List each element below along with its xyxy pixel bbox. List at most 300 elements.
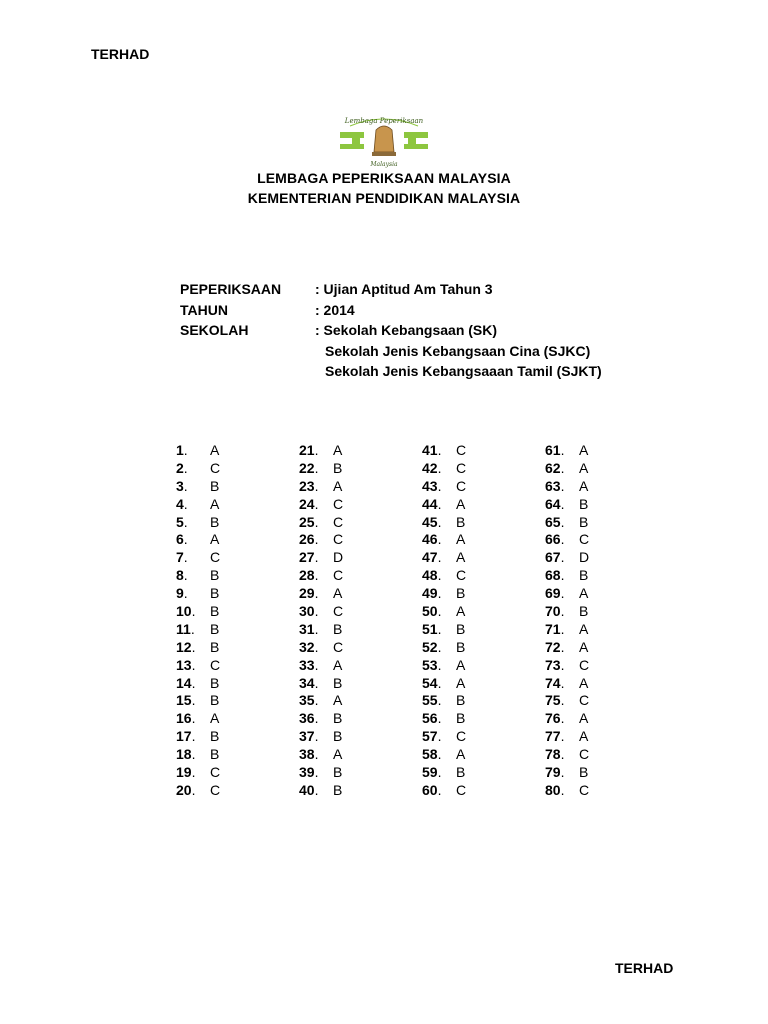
answer-row xyxy=(299,782,343,800)
question-number: 78. xyxy=(545,746,565,763)
question-number: 37. xyxy=(299,728,319,745)
question-number: 66. xyxy=(545,531,565,548)
question-number-value: 23 xyxy=(299,477,315,494)
question-number: 34. xyxy=(299,674,319,691)
answer-letter: B xyxy=(210,603,220,620)
question-number: 22. xyxy=(299,459,319,476)
question-number-value: 34 xyxy=(299,674,315,691)
question-number-value: 74 xyxy=(545,674,561,691)
answer-row xyxy=(299,675,343,693)
answer-letter: B xyxy=(210,638,220,655)
question-number-value: 2 xyxy=(176,459,184,476)
question-number: 64. xyxy=(545,495,565,512)
question-number: 36. xyxy=(299,710,319,727)
question-number: 69. xyxy=(545,585,565,602)
answer-letter: B xyxy=(333,728,343,745)
answer-letter: B xyxy=(333,781,343,798)
answer-row xyxy=(299,478,343,496)
question-number-value: 42 xyxy=(422,459,438,476)
value-tahun: : 2014 xyxy=(315,301,355,318)
question-number-value: 46 xyxy=(422,531,438,548)
question-number: 61. xyxy=(545,442,565,458)
answer-letter: B xyxy=(210,513,220,530)
answer-row xyxy=(176,460,220,478)
question-number: 43. xyxy=(422,477,442,494)
question-number-value: 27 xyxy=(299,549,315,566)
answer-letter: B xyxy=(210,620,220,637)
question-number: 25. xyxy=(299,513,319,530)
answer-row xyxy=(176,782,220,800)
answer-letter: B xyxy=(456,620,466,637)
answer-letter: B xyxy=(579,764,589,781)
answer-letter: A xyxy=(456,674,466,691)
question-number-value: 49 xyxy=(422,585,438,602)
question-number-value: 6 xyxy=(176,531,184,548)
answer-letter: C xyxy=(456,781,467,798)
question-number: 4. xyxy=(176,495,188,512)
answer-letter: B xyxy=(579,495,589,512)
question-number-value: 41 xyxy=(422,442,438,458)
question-number-value: 67 xyxy=(545,549,561,566)
answer-row xyxy=(299,764,343,782)
question-number-value: 1 xyxy=(176,442,184,458)
answer-letter: B xyxy=(210,746,220,763)
answer-row xyxy=(422,531,466,549)
question-number-value: 63 xyxy=(545,477,561,494)
question-number-value: 13 xyxy=(176,656,192,673)
question-number: 50. xyxy=(422,603,442,620)
question-number: 1. xyxy=(176,442,188,458)
question-number: 12. xyxy=(176,638,196,655)
answer-row xyxy=(422,728,466,746)
question-number-value: 65 xyxy=(545,513,561,530)
question-number-value: 22 xyxy=(299,459,315,476)
answer-row xyxy=(176,746,220,764)
answer-letter: C xyxy=(456,728,467,745)
answer-letter: C xyxy=(210,764,221,781)
answer-letter: A xyxy=(333,442,343,458)
answer-letter: C xyxy=(210,781,221,798)
answer-letter: C xyxy=(333,567,344,584)
question-number-value: 30 xyxy=(299,603,315,620)
answer-row xyxy=(545,514,589,532)
answer-letter: D xyxy=(579,549,590,566)
answer-letter: A xyxy=(210,531,220,548)
answer-letter: A xyxy=(579,442,589,458)
answer-row xyxy=(422,639,466,657)
answer-row xyxy=(422,514,466,532)
question-number-value: 53 xyxy=(422,656,438,673)
question-number: 26. xyxy=(299,531,319,548)
answer-letter: C xyxy=(579,746,590,763)
answer-row xyxy=(176,657,220,675)
answer-letter: A xyxy=(333,656,343,673)
answer-letter: B xyxy=(456,710,466,727)
title-line-2: KEMENTERIAN PENDIDIKAN MALAYSIA xyxy=(247,190,521,206)
answer-letter: A xyxy=(456,656,466,673)
answer-row xyxy=(545,549,589,567)
answer-row xyxy=(422,442,466,460)
answer-row xyxy=(176,585,220,603)
question-number: 70. xyxy=(545,603,565,620)
answer-row xyxy=(176,621,220,639)
answer-row xyxy=(176,531,220,549)
question-number-value: 66 xyxy=(545,531,561,548)
answer-row xyxy=(545,746,589,764)
question-number-value: 54 xyxy=(422,674,438,691)
answer-letter: A xyxy=(210,495,220,512)
question-number-value: 32 xyxy=(299,638,315,655)
question-number-value: 59 xyxy=(422,764,438,781)
question-number: 21. xyxy=(299,442,319,458)
question-number-value: 29 xyxy=(299,585,315,602)
answer-letter: A xyxy=(579,728,589,745)
answer-letter: B xyxy=(456,764,466,781)
question-number: 54. xyxy=(422,674,442,691)
logo-text-bottom: Malaysia xyxy=(370,161,398,168)
answer-letter: C xyxy=(456,442,467,458)
question-number-value: 58 xyxy=(422,746,438,763)
answer-letter: A xyxy=(579,585,589,602)
question-number: 79. xyxy=(545,764,565,781)
answer-row xyxy=(422,710,466,728)
answer-letter: C xyxy=(456,567,467,584)
question-number-value: 12 xyxy=(176,638,192,655)
question-number: 68. xyxy=(545,567,565,584)
question-number-value: 52 xyxy=(422,638,438,655)
answer-row xyxy=(422,496,466,514)
answer-row xyxy=(422,585,466,603)
answer-letter: B xyxy=(333,620,343,637)
answer-row xyxy=(299,692,343,710)
answer-row xyxy=(176,478,220,496)
answer-letter: B xyxy=(579,513,589,530)
question-number: 20. xyxy=(176,781,196,798)
question-number: 63. xyxy=(545,477,565,494)
info-labels xyxy=(180,279,281,341)
question-number-value: 9 xyxy=(176,585,184,602)
answer-row xyxy=(299,549,343,567)
answer-letter: A xyxy=(333,585,343,602)
answer-letter: B xyxy=(333,710,343,727)
question-number: 19. xyxy=(176,764,196,781)
answer-row xyxy=(176,549,220,567)
question-number: 31. xyxy=(299,620,319,637)
answer-letter: C xyxy=(333,495,344,512)
answer-letter: B xyxy=(210,567,220,584)
question-number: 29. xyxy=(299,585,319,602)
answer-letter: A xyxy=(333,746,343,763)
answer-letter: C xyxy=(579,656,590,673)
answer-row xyxy=(422,782,466,800)
answer-letter: A xyxy=(456,746,466,763)
question-number-value: 18 xyxy=(176,746,192,763)
question-number: 57. xyxy=(422,728,442,745)
question-number: 46. xyxy=(422,531,442,548)
question-number: 44. xyxy=(422,495,442,512)
answer-letter: B xyxy=(210,692,220,709)
answer-row xyxy=(422,549,466,567)
question-number: 51. xyxy=(422,620,442,637)
answer-row xyxy=(545,478,589,496)
question-number-value: 31 xyxy=(299,620,315,637)
answer-letter: B xyxy=(333,764,343,781)
question-number-value: 55 xyxy=(422,692,438,709)
answer-letter: C xyxy=(333,638,344,655)
answer-letter: A xyxy=(579,638,589,655)
question-number: 18. xyxy=(176,746,196,763)
answer-letter: A xyxy=(579,620,589,637)
answer-letter: C xyxy=(210,549,221,566)
question-number: 11. xyxy=(176,620,195,637)
answer-letter: C xyxy=(456,459,467,476)
answer-letter: A xyxy=(210,442,220,458)
answer-letter: B xyxy=(333,459,343,476)
answer-row xyxy=(545,460,589,478)
question-number: 58. xyxy=(422,746,442,763)
question-number: 6. xyxy=(176,531,188,548)
answer-row xyxy=(545,710,589,728)
answer-letter: C xyxy=(333,513,344,530)
question-number: 59. xyxy=(422,764,442,781)
answer-row xyxy=(422,746,466,764)
answer-letter: C xyxy=(579,531,590,548)
answer-row xyxy=(299,585,343,603)
answer-row xyxy=(545,603,589,621)
question-number-value: 50 xyxy=(422,603,438,620)
answer-row xyxy=(422,567,466,585)
answer-row xyxy=(299,514,343,532)
answer-row xyxy=(176,675,220,693)
label-tahun: TAHUN xyxy=(180,301,228,318)
answer-row xyxy=(545,531,589,549)
answer-row xyxy=(299,710,343,728)
answer-row xyxy=(545,585,589,603)
answer-letter: A xyxy=(210,710,220,727)
answer-row xyxy=(545,442,589,460)
answer-letter: A xyxy=(456,531,466,548)
answer-row xyxy=(545,639,589,657)
value-sekolah-sjkt: Sekolah Jenis Kebangsaaan Tamil (SJKT) xyxy=(325,363,602,379)
question-number-value: 36 xyxy=(299,710,315,727)
question-number-value: 19 xyxy=(176,764,192,781)
question-number: 77. xyxy=(545,728,565,745)
question-number: 42. xyxy=(422,459,442,476)
question-number: 3. xyxy=(176,477,188,494)
question-number: 32. xyxy=(299,638,319,655)
question-number-value: 20 xyxy=(176,781,192,798)
answer-row xyxy=(299,657,343,675)
value-sekolah-sjkc: Sekolah Jenis Kebangsaan Cina (SJKC) xyxy=(325,342,591,359)
question-number: 41. xyxy=(422,442,442,458)
answer-row xyxy=(299,496,343,514)
question-number: 17. xyxy=(176,728,196,745)
answer-column-3 xyxy=(422,442,466,800)
question-number: 80. xyxy=(545,781,565,798)
answer-letter: B xyxy=(210,585,220,602)
answer-row xyxy=(176,603,220,621)
answer-row xyxy=(176,692,220,710)
question-number: 16. xyxy=(176,710,196,727)
question-number-value: 57 xyxy=(422,728,438,745)
answer-letter: C xyxy=(333,603,344,620)
question-number: 39. xyxy=(299,764,319,781)
answer-letter: A xyxy=(333,692,343,709)
answer-column-1 xyxy=(176,442,220,800)
answer-row xyxy=(422,657,466,675)
answer-letter: C xyxy=(579,692,590,709)
answer-letter: B xyxy=(333,674,343,691)
question-number: 33. xyxy=(299,656,319,673)
answer-letter: A xyxy=(579,477,589,494)
answer-letter: A xyxy=(579,710,589,727)
answer-letter: A xyxy=(333,477,343,494)
question-number-value: 28 xyxy=(299,567,315,584)
question-number-value: 61 xyxy=(545,442,561,458)
answer-row xyxy=(545,764,589,782)
answer-row xyxy=(176,496,220,514)
question-number: 47. xyxy=(422,549,442,566)
question-number: 35. xyxy=(299,692,319,709)
answer-row xyxy=(545,675,589,693)
answer-letter: A xyxy=(579,459,589,476)
answer-row xyxy=(176,639,220,657)
answer-letter: A xyxy=(456,495,466,512)
answer-row xyxy=(176,567,220,585)
question-number-value: 40 xyxy=(299,781,315,798)
question-number: 62. xyxy=(545,459,565,476)
question-number-value: 77 xyxy=(545,728,561,745)
question-number-value: 76 xyxy=(545,710,561,727)
answer-letter: C xyxy=(333,531,344,548)
info-values xyxy=(315,279,602,382)
question-number-value: 24 xyxy=(299,495,315,512)
question-number: 53. xyxy=(422,656,442,673)
question-number: 67. xyxy=(545,549,565,566)
question-number-value: 10 xyxy=(176,603,192,620)
question-number-value: 73 xyxy=(545,656,561,673)
answer-row xyxy=(299,728,343,746)
answer-letter: A xyxy=(456,549,466,566)
question-number: 15. xyxy=(176,692,196,709)
answer-letter: C xyxy=(210,656,221,673)
question-number: 75. xyxy=(545,692,565,709)
question-number-value: 38 xyxy=(299,746,315,763)
answer-row xyxy=(299,531,343,549)
question-number: 52. xyxy=(422,638,442,655)
question-number-value: 39 xyxy=(299,764,315,781)
answer-row xyxy=(422,603,466,621)
label-peperiksaan: PEPERIKSAAN xyxy=(180,281,282,297)
answer-letter: A xyxy=(579,674,589,691)
question-number-value: 16 xyxy=(176,710,192,727)
question-number-value: 15 xyxy=(176,692,192,709)
question-number-value: 21 xyxy=(299,442,315,458)
question-number-value: 17 xyxy=(176,728,192,745)
question-number-value: 44 xyxy=(422,495,438,512)
answer-row xyxy=(299,442,343,460)
question-number-value: 60 xyxy=(422,781,438,798)
answer-row xyxy=(299,639,343,657)
question-number-value: 64 xyxy=(545,495,561,512)
answer-letter: B xyxy=(456,692,466,709)
question-number-value: 33 xyxy=(299,656,315,673)
answer-row xyxy=(422,621,466,639)
question-number-value: 71 xyxy=(545,620,561,637)
answer-letter: B xyxy=(456,638,466,655)
question-number-value: 8 xyxy=(176,567,184,584)
lpm-logo xyxy=(336,110,432,172)
question-number-value: 62 xyxy=(545,459,561,476)
answer-letter: B xyxy=(210,477,220,494)
question-number: 30. xyxy=(299,603,319,620)
logo-text-top: Lembaga Peperiksaan xyxy=(344,117,424,125)
answer-row xyxy=(299,567,343,585)
question-number: 2. xyxy=(176,459,188,476)
question-number: 13. xyxy=(176,656,196,673)
answer-row xyxy=(299,621,343,639)
answer-letter: B xyxy=(210,728,220,745)
question-number: 60. xyxy=(422,781,442,798)
answer-letter: B xyxy=(456,513,466,530)
question-number-value: 45 xyxy=(422,513,438,530)
question-number: 45. xyxy=(422,513,442,530)
classification-header: TERHAD xyxy=(91,46,150,62)
question-number: 55. xyxy=(422,692,442,709)
question-number: 24. xyxy=(299,495,319,512)
question-number-value: 70 xyxy=(545,603,561,620)
question-number: 49. xyxy=(422,585,442,602)
question-number: 40. xyxy=(299,781,319,798)
answer-letter: C xyxy=(456,477,467,494)
question-number-value: 3 xyxy=(176,477,184,494)
answer-row xyxy=(176,710,220,728)
value-peperiksaan: : Ujian Aptitud Am Tahun 3 xyxy=(315,281,493,297)
answer-row xyxy=(422,764,466,782)
answer-row xyxy=(545,728,589,746)
title-line-1: LEMBAGA PEPERIKSAAN MALAYSIA xyxy=(257,170,511,186)
question-number-value: 51 xyxy=(422,620,438,637)
question-number: 38. xyxy=(299,746,319,763)
answer-column-4 xyxy=(545,442,589,800)
question-number-value: 47 xyxy=(422,549,438,566)
question-number-value: 11 xyxy=(176,620,191,637)
answer-letter: B xyxy=(579,603,589,620)
answer-letter: A xyxy=(456,603,466,620)
answer-row xyxy=(176,514,220,532)
classification-footer: TERHAD xyxy=(615,960,674,976)
question-number: 27. xyxy=(299,549,319,566)
question-number: 65. xyxy=(545,513,565,530)
answer-row xyxy=(422,478,466,496)
question-number: 5. xyxy=(176,513,188,530)
question-number: 76. xyxy=(545,710,565,727)
answer-row xyxy=(422,675,466,693)
question-number-value: 79 xyxy=(545,764,561,781)
question-number: 56. xyxy=(422,710,442,727)
lpm-logo-graphic xyxy=(336,110,432,172)
answer-row xyxy=(299,746,343,764)
question-number: 48. xyxy=(422,567,442,584)
answer-row xyxy=(422,460,466,478)
question-number: 28. xyxy=(299,567,319,584)
question-number-value: 48 xyxy=(422,567,438,584)
answer-letter: C xyxy=(579,781,590,798)
question-number: 14. xyxy=(176,674,196,691)
question-number-value: 56 xyxy=(422,710,438,727)
question-number: 23. xyxy=(299,477,319,494)
question-number: 72. xyxy=(545,638,565,655)
